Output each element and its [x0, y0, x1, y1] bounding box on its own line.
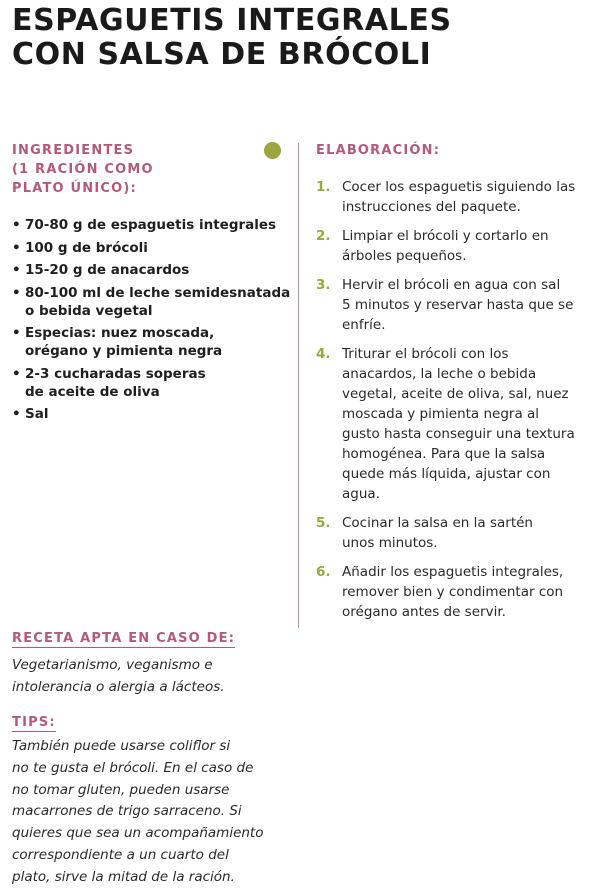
- tips-line: plato, sirve la mitad de la ración.: [12, 868, 235, 885]
- step-text: anacardos, la leche o bebida: [342, 366, 537, 382]
- tips-heading-text: TIPS:: [12, 715, 56, 730]
- step-number: 2.: [316, 228, 331, 244]
- ingredients-list: [12, 216, 292, 428]
- receta-apta-heading: [12, 629, 235, 648]
- step-text: orégano antes de servir.: [342, 604, 506, 620]
- ingredients-heading-line: PLATO ÚNICO):: [12, 181, 137, 196]
- step-text: Hervir el brócoli en agua con sal: [342, 277, 561, 293]
- step-text: remover bien y condimentar con: [342, 584, 564, 600]
- tips-heading: [12, 713, 56, 732]
- step-text: 5 minutos y reservar hasta que se: [342, 297, 574, 313]
- column-divider: [298, 143, 299, 628]
- ingredient-item: [12, 239, 292, 257]
- step-text: vegetal, aceite de oliva, sal, nuez: [342, 386, 569, 402]
- ingredient-text: Especias: nuez moscada,: [25, 325, 215, 341]
- ingredient-text: 80-100 ml de leche semidesnatada: [25, 284, 291, 301]
- step-text: unos minutos.: [342, 535, 438, 551]
- tips-text: [12, 736, 297, 889]
- ingredients-heading-line: (1 RACIÓN COMO: [12, 162, 154, 177]
- ingredient-text: 100 g de brócoli: [25, 239, 148, 256]
- step-item: [316, 226, 586, 266]
- step-text: gusto hasta conseguir una textura: [342, 426, 575, 442]
- ingredient-item: [12, 216, 292, 234]
- step-text: Añadir los espaguetis integrales,: [342, 564, 564, 580]
- bullet-icon: •: [12, 262, 21, 278]
- ingredient-item: [12, 324, 292, 360]
- ingredient-item: [12, 261, 292, 279]
- title-line: ESPAGUETIS INTEGRALES: [12, 3, 452, 38]
- step-item: [316, 275, 586, 335]
- green-dot-decoration: [264, 142, 281, 159]
- title-line: CON SALSA DE BRÓCOLI: [12, 37, 432, 72]
- bullet-icon: •: [12, 325, 21, 341]
- ingredient-text: Sal: [25, 406, 49, 422]
- step-item: [316, 344, 586, 504]
- step-text: Limpiar el brócoli y cortarlo en: [342, 228, 549, 244]
- step-text: Triturar el brócoli con los: [342, 346, 509, 362]
- receta-apta-text: [12, 654, 292, 698]
- tips-line: quieres que sea un acompañamiento: [12, 825, 264, 842]
- step-text: Cocer los espaguetis siguiendo las: [342, 179, 576, 195]
- tips-line: no tomar gluten, pueden usarse: [12, 781, 230, 798]
- ingredient-text: de aceite de oliva: [25, 383, 160, 400]
- bullet-icon: •: [12, 284, 21, 301]
- tips-line: macarrones de trigo sarraceno. Si: [12, 803, 242, 820]
- step-text: Cocinar la salsa en la sartén: [342, 515, 533, 531]
- receta-apta-heading-text: RECETA APTA EN CASO DE:: [12, 631, 236, 646]
- ingredient-text: 2-3 cucharadas soperas: [25, 365, 206, 382]
- step-number: 4.: [316, 346, 331, 362]
- recipe-title: [12, 4, 452, 72]
- step-text: árboles pequeños.: [342, 248, 467, 264]
- tips-line: También puede usarse coliflor si: [12, 738, 231, 754]
- bullet-icon: •: [12, 239, 21, 256]
- bullet-icon: •: [12, 217, 21, 233]
- ingredient-text: orégano y pimienta negra: [25, 343, 223, 359]
- elaboracion-heading: ELABORACIÓN:: [316, 143, 441, 158]
- ingredient-item: [12, 365, 292, 401]
- bullet-icon: •: [12, 406, 21, 422]
- ingredient-item: [12, 405, 292, 423]
- step-item: [316, 513, 586, 553]
- step-text: homogénea. Para que la salsa: [342, 446, 546, 462]
- step-number: 5.: [316, 515, 331, 531]
- step-text: instrucciones del paquete.: [342, 199, 521, 215]
- ingredients-heading-line: INGREDIENTES: [12, 143, 135, 158]
- receta-apta-line: Vegetarianismo, veganismo e: [12, 657, 213, 673]
- receta-apta-line: intolerancia o alergia a lácteos.: [12, 679, 225, 695]
- bullet-icon: •: [12, 365, 21, 382]
- ingredient-text: o bebida vegetal: [25, 302, 153, 319]
- tips-line: correspondiente a un cuarto del: [12, 846, 229, 863]
- step-number: 1.: [316, 179, 331, 195]
- step-number: 6.: [316, 564, 331, 580]
- ingredient-text: 70-80 g de espaguetis integrales: [25, 217, 277, 233]
- step-text: enfríe.: [342, 317, 386, 333]
- ingredient-item: [12, 284, 292, 320]
- step-number: 3.: [316, 277, 331, 293]
- step-item: [316, 562, 586, 622]
- step-text: moscada y pimienta negra al: [342, 406, 540, 422]
- step-text: quede más líquida, ajustar con: [342, 466, 551, 482]
- step-item: [316, 177, 586, 217]
- ingredients-heading: [12, 141, 252, 198]
- ingredient-text: 15-20 g de anacardos: [25, 262, 190, 278]
- tips-line: no te gusta el brócoli. En el caso de: [12, 759, 254, 776]
- step-text: agua.: [342, 486, 380, 502]
- steps-list: [316, 177, 586, 631]
